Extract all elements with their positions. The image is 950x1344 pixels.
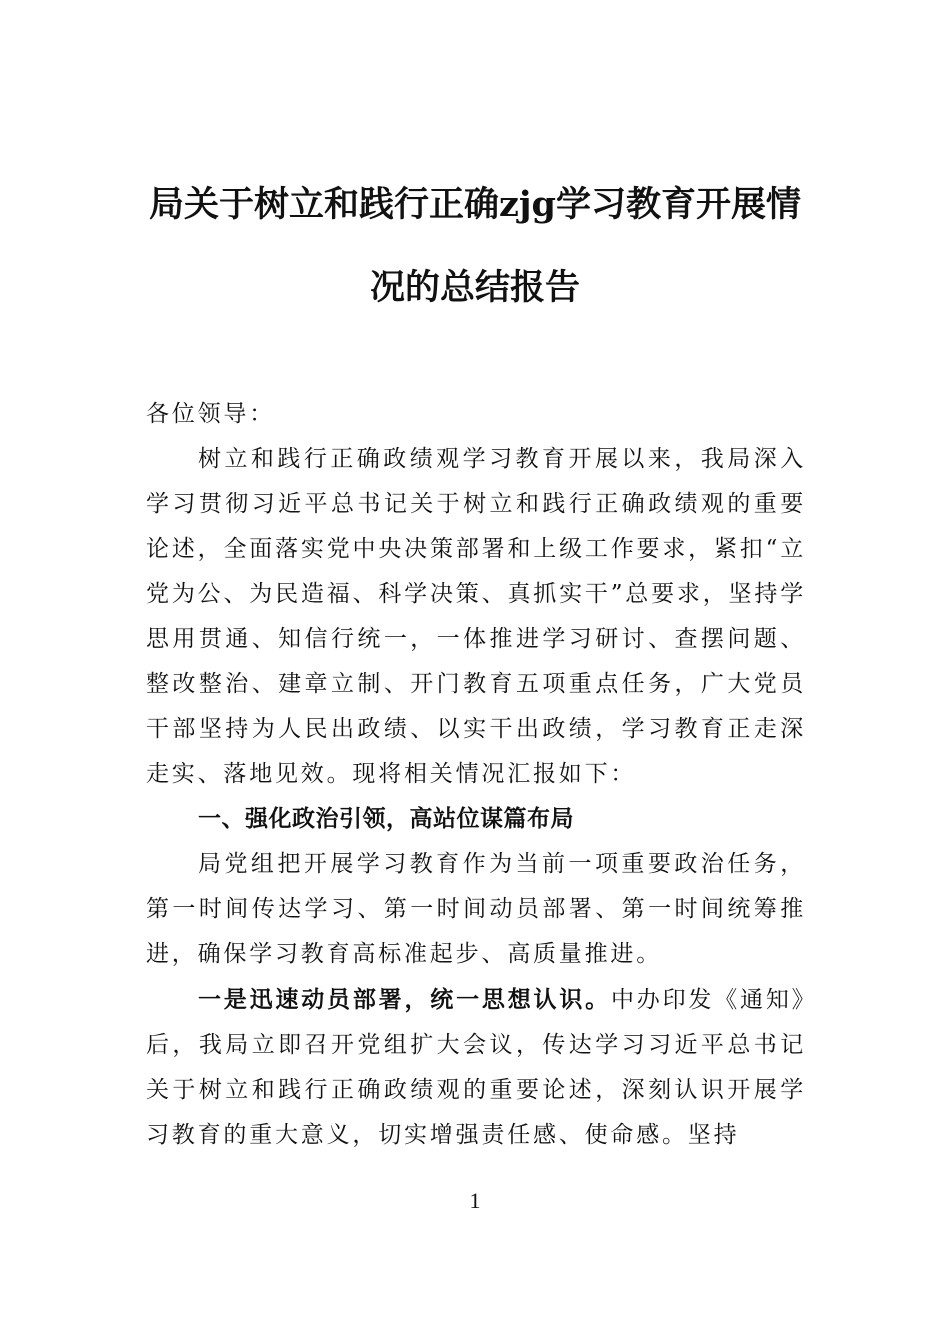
title-line-2: 况的总结报告 [369,267,580,308]
point-1-paragraph [146,977,806,1158]
page-number: 1 [469,1188,481,1213]
salutation: 各位领导： [146,401,275,427]
section-heading-1: 一、强化政治引领，高站位谋篇布局 [198,806,574,832]
point-1-text: 中办印发《通知》后，我局立即召开党组扩大会议，传达学习习近平总书记关于树立和践行正确政绩观的重要论述，深刻认识开展学习教育的重大意义，切实增强责任感、使命感。坚持 [146,987,806,1148]
document-title [100,163,850,329]
point-1-lead: 一是迅速动员部署，统一思想认识。 [198,986,611,1013]
document-body [146,392,806,1158]
section-1-paragraph: 局党组把开展学习教育作为当前一项重要政治任务，第一时间传达学习、第一时间动员部署、第一时间统筹推进，确保学习教育高标准起步、高质量推进。 [146,851,806,967]
intro-paragraph: 树立和践行正确政绩观学习教育开展以来，我局深入学习贯彻习近平总书记关于树立和践行正确政绩观的重要论述，全面落实党中央决策部署和上级工作要求，紧扣“立党为公、为民造福、科学决策、真抓实干”总要求，坚持学思用贯通、知信行统一，一体推进学习研讨、查摆问题、整改整治、建章立制、开门教育五项重点任务，广大党员干部坚持为人民出政绩、以实干出政绩，学习教育正走深走实、落地见效。现将相关情况汇报如下： [146,446,806,787]
title-line-1: 局关于树立和践行正确zjg学习教育开展情 [148,184,801,225]
